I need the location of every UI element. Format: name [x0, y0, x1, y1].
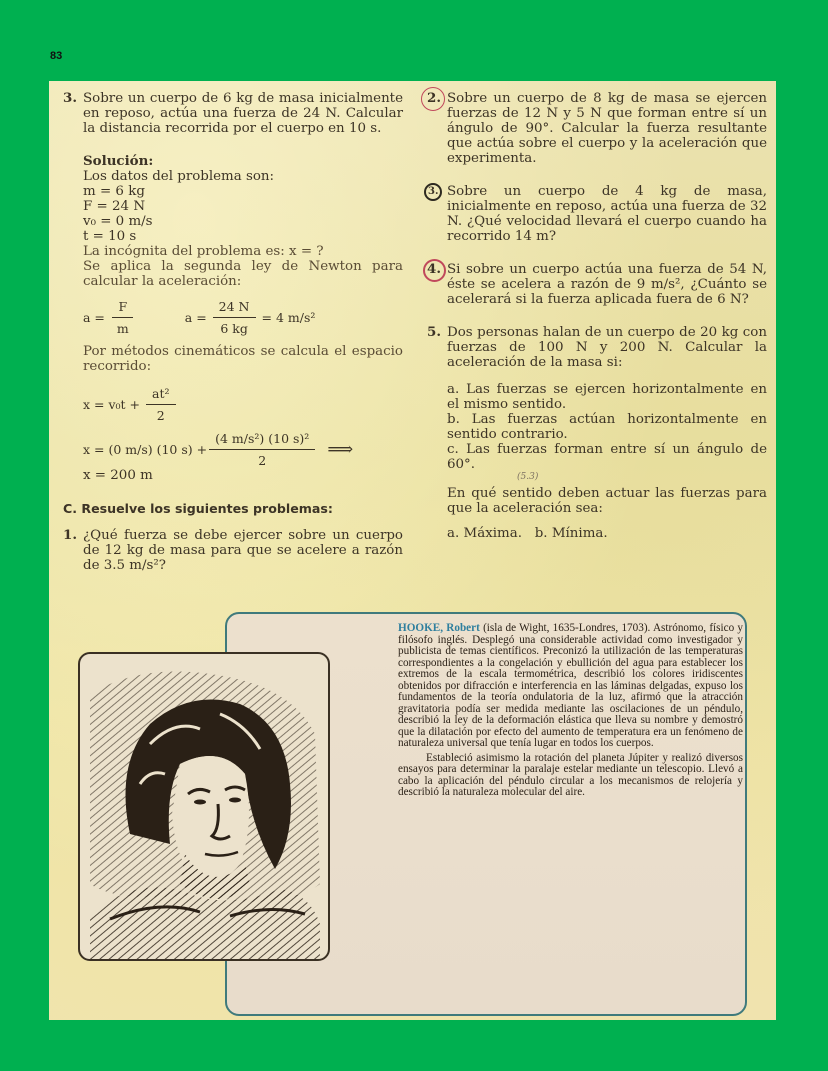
problem-text: Sobre un cuerpo de 4 kg de masa, inicialmente en reposo, actúa una fuerza de 32 N. ¿Qué velocidad llevará el cuerpo cuando ha recorrido 14 m? — [447, 184, 767, 244]
formula-result: = 4 m/s² — [261, 310, 316, 325]
problem-text: Dos personas halan de un cuerpo de 20 kg con fuerzas de 100 N y 200 N. Calcular la aceleración de la masa si: — [447, 325, 767, 370]
problem-text: Sobre un cuerpo de 6 kg de masa inicialmente en reposo, actúa una fuerza de 24 N. Calcular la distancia recorrida por el cuerpo en 10 s. — [83, 91, 403, 136]
right-column — [427, 91, 767, 541]
denominator: 2 — [156, 408, 165, 423]
exercise-5 — [427, 325, 767, 541]
denominator: 2 — [258, 453, 267, 468]
acceleration-formula — [63, 299, 403, 336]
fraction — [213, 299, 256, 336]
biography-text — [398, 623, 743, 799]
data-item: m = 6 kg — [83, 184, 145, 199]
bio-paragraph-2: Estableció asimismo la rotación del planeta Júpiter y realizó diversos ensayos para determinar la paralaje estelar mediante un telescopio. Llevó a cabo la aplicación del péndulo circular a los mecanismos de relojería y describió la naturaleza molecular del aire. — [398, 751, 743, 798]
portrait-sketch-icon — [80, 654, 328, 959]
unknown-statement: La incógnita del problema es: x = ? — [83, 244, 324, 259]
position-substitution — [63, 431, 403, 468]
data-item: v₀ = 0 m/s — [83, 214, 153, 229]
left-column — [63, 91, 403, 573]
numerator: F — [112, 299, 133, 318]
denominator: m — [116, 321, 129, 336]
problem-number: 2. — [427, 90, 441, 106]
option-b: b. Las fuerzas actúan horizontalmente en sentido contrario. — [447, 412, 767, 442]
handwritten-note: (5.3) — [517, 472, 539, 482]
bio-name: HOOKE, Robert — [398, 622, 480, 634]
fraction — [146, 386, 176, 423]
problem-number: 3. — [63, 90, 77, 106]
bio-paragraph-1 — [398, 623, 743, 750]
numerator: at² — [146, 386, 176, 405]
problem-text: Sobre un cuerpo de 8 kg de masa se ejercen fuerzas de 12 N y 5 N que forman entre sí un ángulo de 90°. Calcular la fuerza resultante que actúa sobre el cuerpo y la aceleración que experimenta. — [447, 91, 767, 166]
exercise-1 — [63, 528, 403, 573]
fraction — [209, 431, 315, 468]
option-c: c. Las fuerzas forman entre sí un ángulo de 60°. — [447, 442, 767, 472]
textbook-page — [49, 81, 776, 1020]
numerator: (4 m/s²) (10 s)² — [209, 431, 315, 450]
portrait-illustration — [78, 652, 330, 961]
problem-number: 3. — [428, 186, 439, 197]
implies-arrow-icon: ⟹ — [327, 439, 354, 460]
section-c-heading: C. Resuelve los siguientes problemas: — [63, 501, 333, 516]
worked-problem-3 — [63, 91, 403, 136]
option-a: a. Las fuerzas se ejercen horizontalmente en el mismo sentido. — [447, 382, 767, 412]
problem-number: 1. — [63, 527, 77, 543]
formula-lhs: a = — [83, 310, 105, 325]
position-formula — [63, 386, 403, 423]
problem-number: 5. — [427, 324, 441, 340]
page-number: 83 — [50, 50, 63, 62]
problem-text: ¿Qué fuerza se debe ejercer sobre un cuerpo de 12 kg de masa para que se acelere a razón de 3.5 m/s²? — [83, 528, 403, 573]
bio-paragraph-1-text: (isla de Wight, 1635-Londres, 1703). Astrónomo, físico y filósofo inglés. Desplegó una considerable actividad como investigador y publicista de temas científicos. Preconizó la utilización de las temperaturas correspondientes a la congelación y ebullición del agua para establecer los extremos de la escala termométrica, describió los colores iridiscentes obtenidos por difracción e interferencia en las láminas delgadas, expuso los fundamentos de la teoría ondulatoria de la luz, afirmó que la atracción gravitatoria podía ser medida mediante las oscilaciones de un péndulo, describió la ley de la deformación elástica que lleva su nombre y demostró que la dilatación por efecto del aumento de temperatura era un fenómeno de naturaleza universal que tenía lugar en todos los cuerpos. — [398, 622, 743, 749]
exercise-2 — [427, 91, 767, 166]
result: x = 200 m — [83, 468, 153, 483]
denominator: 6 kg — [220, 321, 248, 336]
exercise-4 — [427, 262, 767, 307]
problem-text: Si sobre un cuerpo actúa una fuerza de 54 N, éste se acelera a razón de 9 m/s², ¿Cuánto se acelerará si la fuerza aplicada fuera de 6 N? — [447, 262, 767, 307]
problem-number: 4. — [427, 261, 441, 277]
follow-up-options: a. Máxima. b. Mínima. — [447, 526, 608, 541]
solution-title: Solución: — [83, 153, 154, 169]
follow-up-question: En qué sentido deben actuar las fuerzas para que la aceleración sea: — [447, 486, 767, 516]
exercise-3 — [427, 184, 767, 244]
kinematics-intro: Por métodos cinemáticos se calcula el espacio recorrido: — [83, 344, 403, 374]
data-intro: Los datos del problema son: — [83, 169, 275, 184]
fraction — [111, 299, 135, 336]
data-item: F = 24 N — [83, 199, 146, 214]
formula-lhs: a = — [184, 310, 207, 325]
data-item: t = 10 s — [83, 229, 137, 244]
formula-lhs: x = (0 m/s) (10 s) + — [83, 442, 208, 457]
formula-lhs: x = v₀t + — [83, 397, 141, 412]
newton-intro: Se aplica la segunda ley de Newton para calcular la aceleración: — [83, 259, 403, 289]
numerator: 24 N — [213, 299, 256, 318]
